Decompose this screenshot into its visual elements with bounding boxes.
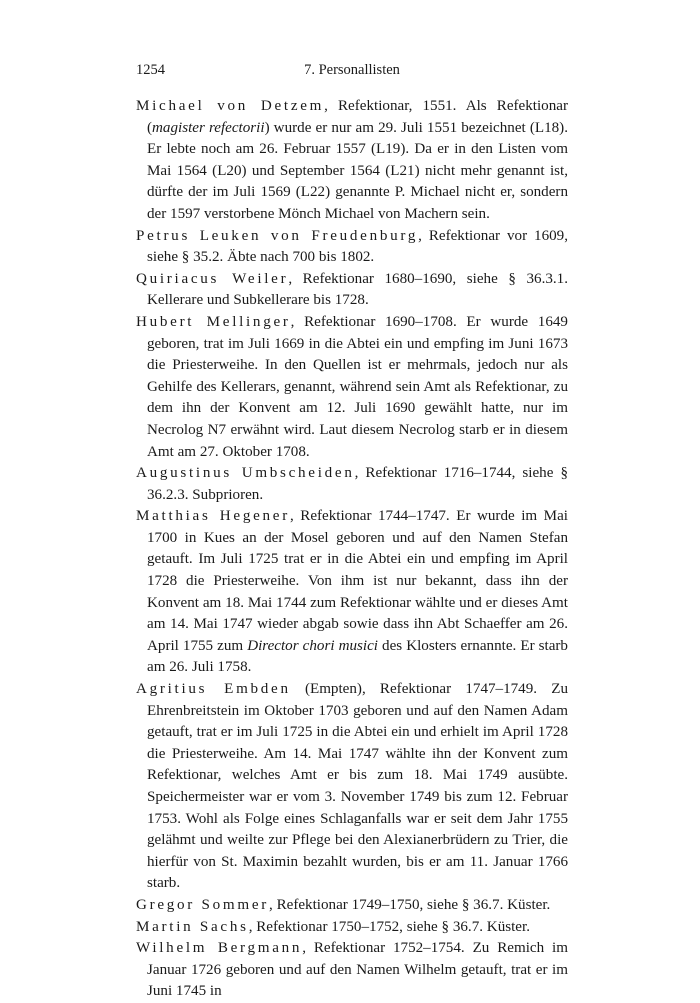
person-name: Augustinus Umbscheiden [136,465,355,482]
list-item [136,895,568,917]
person-name: Agritius Embden [136,681,291,698]
page-header [136,62,568,82]
entry-italic: magister refectorii [152,119,265,136]
list-item [136,269,568,312]
entry-text: , Refektionar, 1551. Als Refektionar ( [147,98,568,136]
entry-text: , Refektionar 1716–1744, siehe § 36.2.3. Subprioren. [147,465,568,503]
entry-text: (Empten), Refektionar 1747–1749. Zu Ehrenbreitstein im Oktober 1703 geboren und auf den Namen Adam getauft, trat er im Juli 1725 in die Abtei ein und erhielt im April 1728 die Priesterweihe. Am 14. Mai 1747 wählte ihn der Konvent zum Refektionar, welches Amt er bis zum 18. Mai 1749 ausübte. Speichermeister war er vom 3. November 1749 bis zum 12. Februar 1753. Wohl als Folge eines Schlaganfalls war er seit dem Jahr 1755 gelähmt und weilte zur Pflege bei den Alexianerbrüdern zu Trier, die hierfür von St. Maximin bezahlt wurden, bis er am 11. Januar 1766 starb. [147,681,568,892]
entry-text: , Refektionar 1750–1752, siehe § 36.7. Küster. [248,918,530,935]
running-title: 7. Personallisten [304,62,400,78]
entry-italic: Director chori musici [247,637,378,654]
list-item [136,312,568,463]
entry-text: ) wurde er nur am 29. Juli 1551 bezeichnet (L18). Er lebte noch am 26. Februar 1557 (L19). Da er in den Listen vom Mai 1564 (L20) und September 1564 (L21) nicht mehr genannt ist, dürfte der im Juli 1569 (L22) genannte P. Michael nicht er, sondern der 1597 verstorbene Mönch Michael von Machern sein. [147,119,568,222]
person-name: Quiriacus Weiler [136,270,289,287]
list-item [136,226,568,269]
person-name: Matthias Hegener [136,508,290,525]
entry-text: , Refektionar 1744–1747. Er wurde im Mai 1700 in Kues an der Mosel geboren und auf den Namen Stefan getauft. Im Juli 1725 trat er in die Abtei ein und empfing im April 1728 die Priesterweihe. Von ihm ist nur bekannt, dass ihn der Konvent am 18. Mai 1744 zum Refektionar wählte und er dieses Amt am 14. Mai 1747 wieder abgab sowie dass ihn Abt Schaeffer am 26. April 1755 zum [147,508,568,654]
person-name: Gregor Sommer [136,896,270,913]
list-item [136,506,568,679]
person-name: Hubert Mellinger [136,313,291,330]
list-item [136,917,568,939]
entry-text: des Klosters ernannte. Er starb am 26. Juli 1758. [147,637,568,676]
list-item [136,96,568,226]
person-name: Petrus Leuken von Freudenburg [136,227,419,244]
entry-text: , Refektionar 1749–1750, siehe § 36.7. Küster. [269,896,551,913]
entry-text: , Refektionar 1680–1690, siehe § 36.3.1. Kellerare und Subkellerare bis 1728. [147,270,568,309]
person-list [136,96,568,1003]
page-number: 1254 [136,62,165,78]
list-item [136,938,568,1003]
entry-text: , Refektionar vor 1609, siehe § 35.2. Äbte nach 700 bis 1802. [147,227,568,266]
person-name: Michael von Detzem [136,98,325,114]
entry-text: , Refektionar 1690–1708. Er wurde 1649 geboren, trat im Juli 1669 in die Abtei ein und empfing im Juni 1673 die Priesterweihe. In den Quellen ist er mehrmals, jedoch nur als Gehilfe des Kellerars, genannt, während sein Amt als Refektionar, zu dem ihn der Konvent am 12. Juli 1690 gewählt hatte, nur im Necrolog N7 erwähnt wird. Laut diesem Necrolog starb er in diesem Amt am 27. Oktober 1708. [147,313,568,460]
list-item [136,679,568,895]
list-item [136,463,568,506]
person-name: Martin Sachs [136,918,249,935]
entry-text: , Refektionar 1752–1754. Zu Remich im Januar 1726 geboren und auf den Namen Wilhelm getauft, trat er im Juni 1745 in [147,940,568,1000]
person-name: Wilhelm Bergmann [136,940,303,957]
